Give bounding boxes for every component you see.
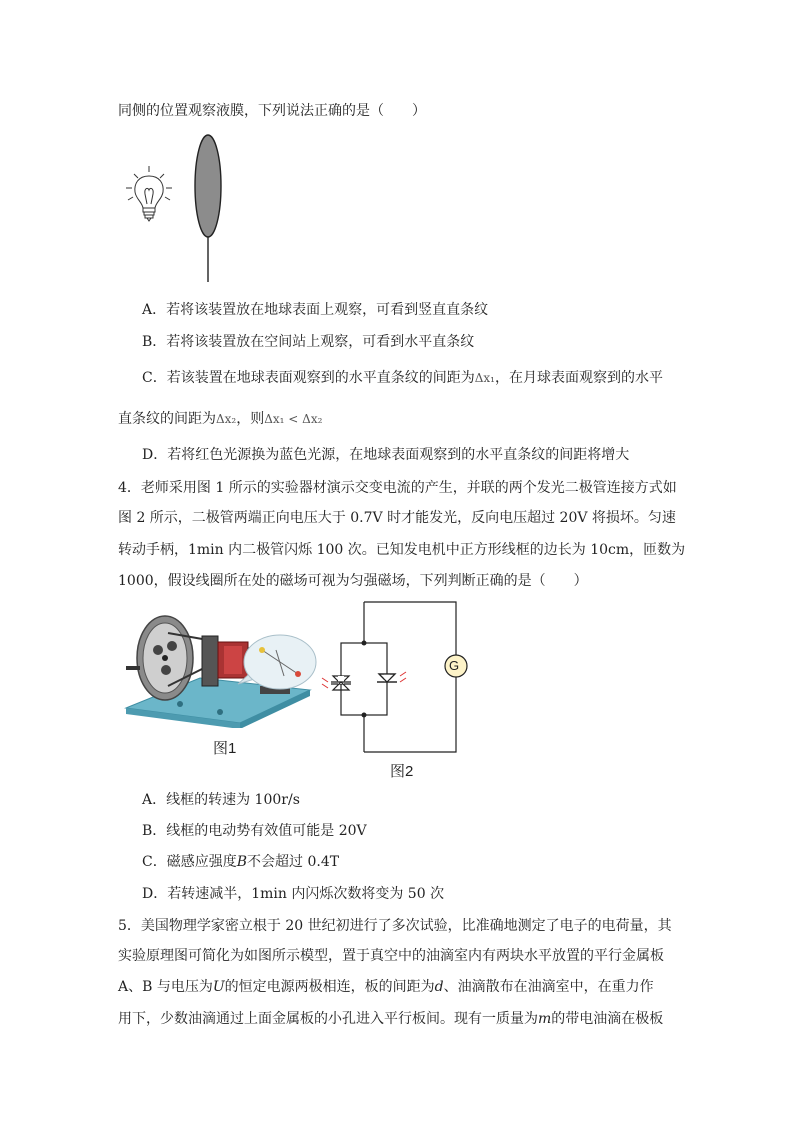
q4-option-c-prefix: C．磁感应强度 (142, 854, 237, 870)
q5-line3-a: A、B 与电压为 (118, 979, 213, 995)
q3-option-c-part3: 直条纹的间距为 (118, 411, 216, 427)
q5-var-m: m (538, 1011, 552, 1027)
q3-option-c-sym2: Δx₂ (216, 412, 237, 426)
q4-option-a: A．线框的转速为 100r/s (142, 792, 300, 808)
q4-option-d: D．若转速减半，1min 内闪烁次数将变为 50 次 (142, 886, 445, 902)
q5-var-d: d (434, 979, 444, 995)
q3-option-c-part1: C．若该装置在地球表面观察到的水平直条纹的间距为 (142, 370, 475, 386)
q5-stem-line2: 实验原理图可简化为如图所示模型，置于真空中的油滴室内有两块水平放置的平行金属板 (118, 948, 664, 964)
q4-option-c-suffix: 不会超过 0.4T (247, 854, 340, 870)
q3-option-c-cont (118, 410, 322, 428)
q5-line4-a: 用下，少数油滴通过上面金属板的小孔进入平行板间。现有一质量为 (118, 1011, 538, 1027)
q3-option-c-relation: Δx₁ < Δx₂ (264, 412, 323, 426)
q4-stem-line1: 4．老师采用图 1 所示的实验器材演示交变电流的产生，并联的两个发光二极管连接方式如 (118, 480, 677, 496)
q4-stem-line4: 1000，假设线圈所在处的磁场可视为匀强磁场，下列判断正确的是（ ） (118, 573, 588, 589)
q5-stem-line1: 5．美国物理学家密立根于 20 世纪初进行了多次试验，比准确地测定了电子的电荷量，其 (118, 918, 672, 934)
q3-option-b: B．若将该装置放在空间站上观察，可看到水平直条纹 (142, 334, 475, 350)
q4-option-c-var: B (236, 854, 248, 870)
q3-option-c-sym1: Δx₁ (474, 371, 495, 385)
soap-film-frame (195, 135, 221, 282)
q4-stem-line2: 图 2 所示，二极管两端正向电压大于 0.7V 时才能发光，反向电压超过 20V 将损坏。匀速 (118, 510, 676, 526)
q4-figure2-circuit (316, 596, 472, 758)
q3-stem-tail: 同侧的位置观察液膜，下列说法正确的是（ ） (118, 103, 426, 119)
q5-stem-line3 (118, 978, 654, 996)
q3-option-a: A．若将该装置放在地球表面上观察，可看到竖直直条纹 (142, 302, 489, 318)
q4-figure2-caption: 图2 (390, 763, 414, 780)
q3-option-c (142, 369, 663, 387)
q3-option-d: D．若将红色光源换为蓝色光源，在地球表面观察到的水平直条纹的间距将增大 (142, 447, 630, 463)
q4-option-c (142, 853, 339, 871)
q3-option-c-part2: ，在月球表面观察到的水平 (494, 370, 663, 386)
galvanometer-label: G (449, 658, 460, 673)
q5-line4-b: 的带电油滴在极板 (551, 1011, 664, 1027)
q4-stem-line3: 转动手柄，1min 内二极管闪烁 100 次。已知发电机中正方形线框的边长为 10cm，匝数为 (118, 542, 686, 558)
q5-line3-c: 、油滴散布在油滴室中，在重力作 (443, 979, 654, 995)
q3-option-c-part4: ，则 (236, 411, 265, 427)
q5-line3-b: 的恒定电源两极相连，板的间距为 (224, 979, 435, 995)
light-bulb-icon (126, 166, 172, 221)
q5-var-u: U (212, 979, 225, 995)
q4-led-callout (236, 632, 318, 696)
q4-option-b: B．线框的电动势有效值可能是 20V (142, 823, 367, 839)
q4-figure1-caption: 图1 (213, 740, 237, 757)
q5-stem-line4 (118, 1010, 663, 1028)
q3-figure (118, 132, 238, 287)
